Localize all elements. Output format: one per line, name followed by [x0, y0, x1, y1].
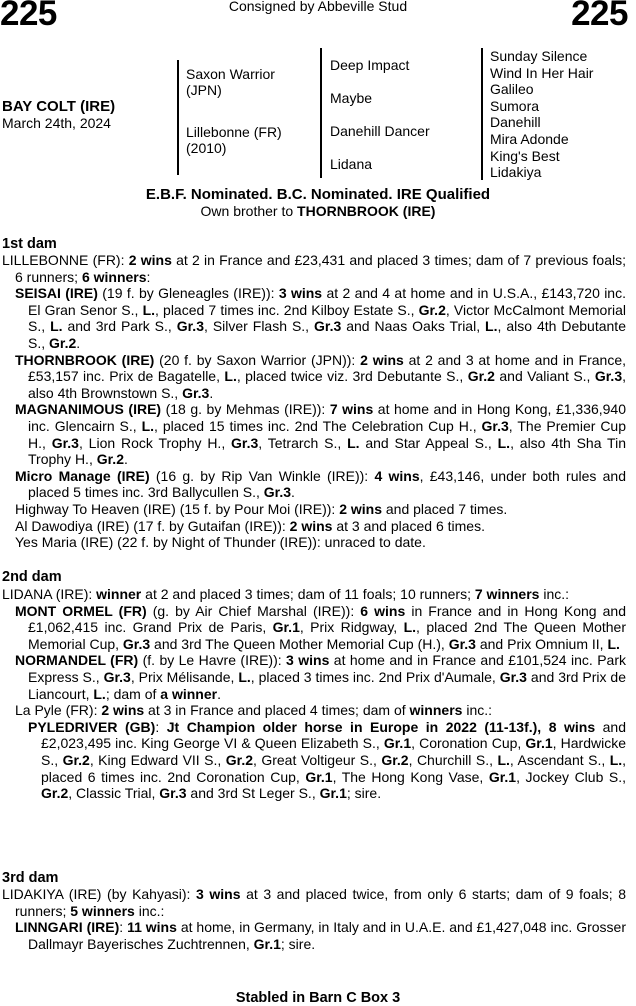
- horse-info: [2, 98, 115, 131]
- foal-al-dawodiya: Al Dawodiya (IRE) (17 f. by Gutaifan (IRE)): 2 wins at 3 and placed 6 times.: [15, 517, 485, 534]
- dam-lidakiya: LIDAKIYA (IRE) (by Kahyasi): 3 wins at 3 and placed twice, from only 6 starts; dam of 9 foals; 8 runners; 5 winners inc.:: [2, 886, 626, 919]
- own-brother: [0, 203, 636, 219]
- foal-micro-manage: Micro Manage (IRE) (16 g. by Rip Van Winkle (IRE)): 4 wins, £43,146, under both rules and placed 5 times inc. 3rd Ballycullen S., Gr.3.: [15, 467, 627, 501]
- gen4-3: Galileo: [490, 81, 534, 98]
- gen4-6: Mira Adonde: [490, 130, 569, 147]
- foal-linngari: LINNGARI (IRE): 11 wins at home, in Germany, in Italy and in U.A.E. and £1,427,048 inc. Grosser Dallmayr Bayerisches Zuchtrennen, Gr.1; sire.: [15, 919, 627, 952]
- gen4-8: Lidakiya: [490, 164, 542, 181]
- section-2nd-dam: 2nd dam: [2, 569, 62, 585]
- pedigree-sire: [186, 66, 275, 98]
- dam-lidana: LIDANA (IRE): winner at 2 and placed 3 times; dam of 11 foals; 10 runners; 7 winners inc.:: [2, 586, 570, 602]
- gen4-1: Sunday Silence: [490, 48, 588, 64]
- foal-yes-maria: Yes Maria (IRE) (22 f. by Night of Thunder (IRE)): unraced to date.: [15, 534, 426, 551]
- third-dam-body: [2, 886, 626, 952]
- pedigree-gen3-3: Danehill Dancer: [330, 123, 430, 139]
- pedigree-gen3-4: Lidana: [330, 156, 373, 172]
- sire-origin: (JPN): [186, 82, 222, 98]
- sire-name: Saxon Warrior: [186, 66, 275, 82]
- pedigree-dam: [186, 124, 282, 156]
- pedigree-bracket-1: [177, 60, 179, 175]
- gen4-5: Danehill: [490, 114, 541, 131]
- foal-highway-to-heaven: Highway To Heaven (IRE) (15 f. by Pour Moi (IRE)): 2 wins and placed 7 times.: [15, 500, 508, 517]
- first-dam-body: [2, 252, 626, 551]
- dam-name: Lillebonne (FR): [186, 124, 282, 140]
- horse-dob: March 24th, 2024: [2, 115, 111, 131]
- pedigree-bracket-3: [481, 48, 483, 180]
- lot-number-left: 225: [0, 0, 57, 33]
- lot-number-right: 225: [571, 0, 628, 33]
- pedigree-gen3-1: Deep Impact: [330, 57, 410, 73]
- consignor: Consigned by Abbeville Stud: [228, 0, 408, 14]
- gen4-7: King's Best: [490, 147, 560, 164]
- pedigree-gen3-2: Maybe: [330, 90, 373, 106]
- foal-pyledriver: PYLEDRIVER (GB): Jt Champion older horse in Europe in 2022 (11-13f.), 8 wins and £2,023,495 inc. King George VI & Queen Elizabeth S., Gr.1, Coronation Cup, Gr.1, Hardwicke S., Gr.2, King Edward VII S., Gr.2, Great Voltigeur S., Gr.2, Churchill S., L., Ascendant S., L., placed 6 times inc. 2nd Coronation Cup, Gr.1, The Hong Kong Vase, Gr.1, Jockey Club S., Gr.2, Classic Trial, Gr.3 and 3rd St Leger S., Gr.1; sire.: [28, 718, 627, 802]
- foal-la-pyle: La Pyle (FR): 2 wins at 3 in France and placed 4 times; dam of winners inc.:: [15, 702, 493, 719]
- foal-magnanimous: MAGNANIMOUS (IRE) (18 g. by Mehmas (IRE)): 7 wins at home and in Hong Kong, £1,336,940 inc. Glencairn S., L., placed 15 times inc. 2nd The Celebration Cup H., Gr.3, The Premier Cup H., Gr.3, Lion Rock Trophy H., Gr.3, Tetrarch S., L. and Star Appeal S., L., also 4th Sha Tin Trophy H., Gr.2.: [15, 401, 627, 468]
- own-brother-prefix: Own brother to: [200, 203, 298, 219]
- gen4-4: Sumora: [490, 97, 540, 114]
- dam-year: (2010): [186, 140, 227, 156]
- dam-lillebonne: LILLEBONNE (FR): 2 wins at 2 in France and £23,431 and placed 3 times; dam of 7 previous foals; 6 runners; 6 winners:: [2, 252, 627, 285]
- foal-mont-ormel: MONT ORMEL (FR) (g. by Air Chief Marshal (IRE)): 6 wins in France and in Hong Kong and £1,062,415 inc. Grand Prix de Paris, Gr.1, Prix Ridgway, L., placed 2nd The Queen Mother Memorial Cup, Gr.3 and 3rd The Queen Mother Memorial Cup (H.), Gr.3 and Prix Omnium II, L.: [15, 602, 626, 652]
- pedigree-gen4: [490, 48, 593, 181]
- pedigree-bracket-2: [320, 48, 322, 178]
- foal-seisai: SEISAI (IRE) (19 f. by Gleneagles (IRE)): 3 wins at 2 and 4 at home and in U.S.A., £143,720 inc. El Gran Senor S., L., placed 7 times inc. 2nd Kilboy Estate S., Gr.2, Victor McCalmont Memorial S., L. and 3rd Park S., Gr.3, Silver Flash S., Gr.3 and Naas Oaks Trial, L., also 4th Debutante S., Gr.2.: [15, 285, 627, 351]
- stabled-info: Stabled in Barn C Box 3: [235, 990, 401, 1006]
- horse-name: BAY COLT (IRE): [2, 98, 116, 115]
- section-3rd-dam: 3rd dam: [2, 870, 59, 886]
- own-brother-name: THORNBROOK (IRE): [297, 203, 436, 219]
- foal-thornbrook: THORNBROOK (IRE) (20 f. by Saxon Warrior (JPN)): 2 wins at 2 and 3 at home and in France, £53,157 inc. Prix de Bagatelle, L., placed twice viz. 3rd Debutante S., Gr.2 and Valiant S., Gr.3, also 4th Brownstown S., Gr.3.: [15, 351, 626, 401]
- gen4-2: Wind In Her Hair: [490, 64, 594, 81]
- nominations: E.B.F. Nominated. B.C. Nominated. IRE Qualified: [145, 186, 491, 203]
- section-1st-dam: 1st dam: [2, 236, 57, 252]
- foal-normandel: NORMANDEL (FR) (f. by Le Havre (IRE)): 3 wins at home and in France and £101,524 inc. Park Express S., Gr.3, Prix Mélisande, L., placed 3 times inc. 2nd Prix d'Aumale, Gr.3 and 3rd Prix de Liancourt, L.; dam of a winner.: [15, 652, 627, 702]
- second-dam-body: [2, 586, 626, 802]
